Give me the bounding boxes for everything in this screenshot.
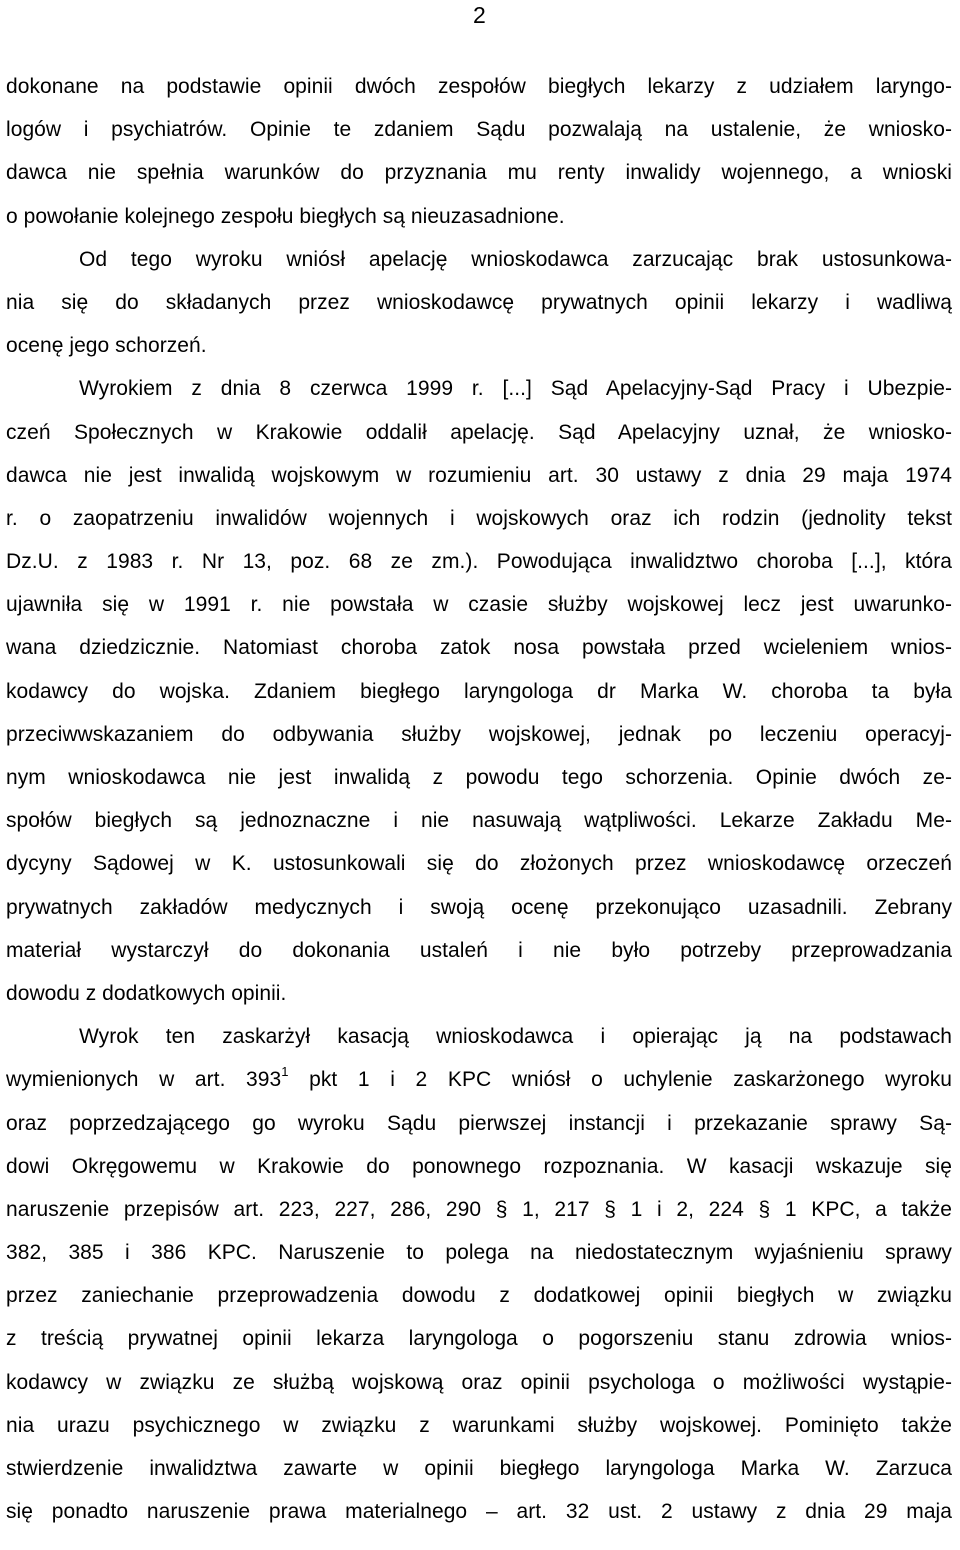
section-sign: § bbox=[758, 1197, 771, 1221]
paragraph-first-line: Wyrokiem z dnia 8 czerwca 1999 r. [...] Sąd Apelacyjny-Sąd Pracy i Ubezpie- bbox=[79, 377, 952, 401]
text-line: logów i psychiatrów. Opinie te zdaniem Sądu pozwalają na ustalenie, że wniosko- bbox=[6, 118, 952, 142]
text-line: dowodu z dodatkowych opinii. bbox=[6, 981, 287, 1005]
text-line: oraz poprzedzającego go wyroku Sądu pierwszej instancji i przekazanie sprawy Są- bbox=[6, 1111, 952, 1135]
text-line: z treścią prywatnej opinii lekarza laryngologa o pogorszeniu stanu zdrowia wnios- bbox=[6, 1327, 952, 1351]
text-segment: naruszenie przepisów art. 223, 227, 286, 290 bbox=[6, 1197, 496, 1221]
text-line: nia urazu psychicznego w związku z warunkami służby wojskowej. Pominięto także bbox=[6, 1413, 952, 1437]
text-line: kodawcy w związku ze służbą wojskową oraz opinii psychologa o możliwości wystąpie- bbox=[6, 1370, 952, 1394]
text-line: 382, 385 i 386 KPC. Naruszenie to polega na niedostatecznym wyjaśnieniu sprawy bbox=[6, 1241, 952, 1265]
text-segment: 1, 217 bbox=[507, 1197, 605, 1221]
paragraph-first-line: Od tego wyroku wniósł apelację wnioskodawca zarzucając brak ustosunkowa- bbox=[79, 247, 952, 271]
text-line: czeń Społecznych w Krakowie oddalił apelację. Sąd Apelacyjny uznał, że wniosko- bbox=[6, 420, 952, 444]
text-line: dokonane na podstawie opinii dwóch zespołów biegłych lekarzy z udziałem laryngo- bbox=[6, 75, 952, 98]
text-line: r. o zaopatrzeniu inwalidów wojennych i wojskowych oraz ich rodzin (jednolity tekst bbox=[6, 506, 952, 530]
superscript: 1 bbox=[281, 1064, 289, 1080]
body-text bbox=[6, 65, 952, 1533]
text-line: stwierdzenie inwalidztwa zawarte w opinii biegłego laryngologa Marka W. Zarzuca bbox=[6, 1457, 952, 1480]
text-line: ujawniła się w 1991 r. nie powstała w czasie służby wojskowej lecz jest uwarunko- bbox=[6, 593, 952, 617]
text-line: kodawcy do wojska. Zdaniem biegłego laryngologa dr Marka W. choroba ta była bbox=[6, 679, 952, 703]
text-line-with-superscript bbox=[6, 1058, 952, 1101]
section-sign: § bbox=[604, 1197, 616, 1221]
text-line: nym wnioskodawca nie jest inwalidą z powodu tego schorzenia. Opinie dwóch ze- bbox=[6, 766, 952, 789]
paragraph-first-line: Wyrok ten zaskarżył kasacją wnioskodawca i opierając ją na podstawach bbox=[79, 1025, 952, 1049]
text-line: przeciwwskazaniem do odbywania służby wojskowej, jednak po leczeniu operacyj- bbox=[6, 722, 952, 746]
text-line: dawca nie jest inwalidą wojskowym w rozumieniu art. 30 ustawy z dnia 29 maja 1974 bbox=[6, 463, 952, 487]
text-line: dawca nie spełnia warunków do przyznania mu renty inwalidy wojennego, a wnioski bbox=[6, 161, 952, 185]
text-segment: 1 KPC, a także bbox=[770, 1197, 952, 1221]
text-line-with-section-signs bbox=[6, 1188, 952, 1231]
text-line: prywatnych zakładów medycznych i swoją ocenę przekonująco uzasadnili. Zebrany bbox=[6, 895, 952, 919]
text-line: nia się do składanych przez wnioskodawcę prywatnych opinii lekarzy i wadliwą bbox=[6, 290, 952, 314]
text-line: Dz.U. z 1983 r. Nr 13, poz. 68 ze zm.). Powodująca inwalidztwo choroba [...], która bbox=[6, 550, 952, 574]
text-segment: pkt 1 i 2 KPC wniósł o uchylenie zaskarżonego wyroku bbox=[288, 1068, 952, 1092]
text-line: społów biegłych są jednoznaczne i nie nasuwają wątpliwości. Lekarze Zakładu Me- bbox=[6, 809, 952, 833]
text-line: dowi Okręgowemu w Krakowie do ponownego rozpoznania. W kasacji wskazuje się bbox=[6, 1154, 952, 1178]
text-segment: wymienionych w art. 393 bbox=[6, 1068, 282, 1092]
text-line: się ponadto naruszenie prawa materialnego – art. 32 ust. 2 ustawy z dnia 29 maja bbox=[6, 1500, 952, 1524]
text-line: wana dziedzicznie. Natomiast choroba zatok nosa powstała przed wcieleniem wnios- bbox=[6, 636, 952, 660]
text-line: o powołanie kolejnego zespołu biegłych są nieuzasadnione. bbox=[6, 204, 565, 228]
text-line: przez zaniechanie przeprowadzenia dowodu z dodatkowej opinii biegłych w związku bbox=[6, 1284, 952, 1308]
text-line: ocenę jego schorzeń. bbox=[6, 334, 207, 358]
section-sign: § bbox=[495, 1197, 508, 1221]
text-segment: 1 i 2, 224 bbox=[615, 1197, 759, 1221]
text-line: dycyny Sądowej w K. ustosunkowali się do złożonych przez wnioskodawcę orzeczeń bbox=[6, 852, 952, 876]
page-number: 2 bbox=[473, 2, 486, 28]
text-line: materiał wystarczył do dokonania ustaleń i nie było potrzeby przeprowadzania bbox=[6, 938, 952, 962]
